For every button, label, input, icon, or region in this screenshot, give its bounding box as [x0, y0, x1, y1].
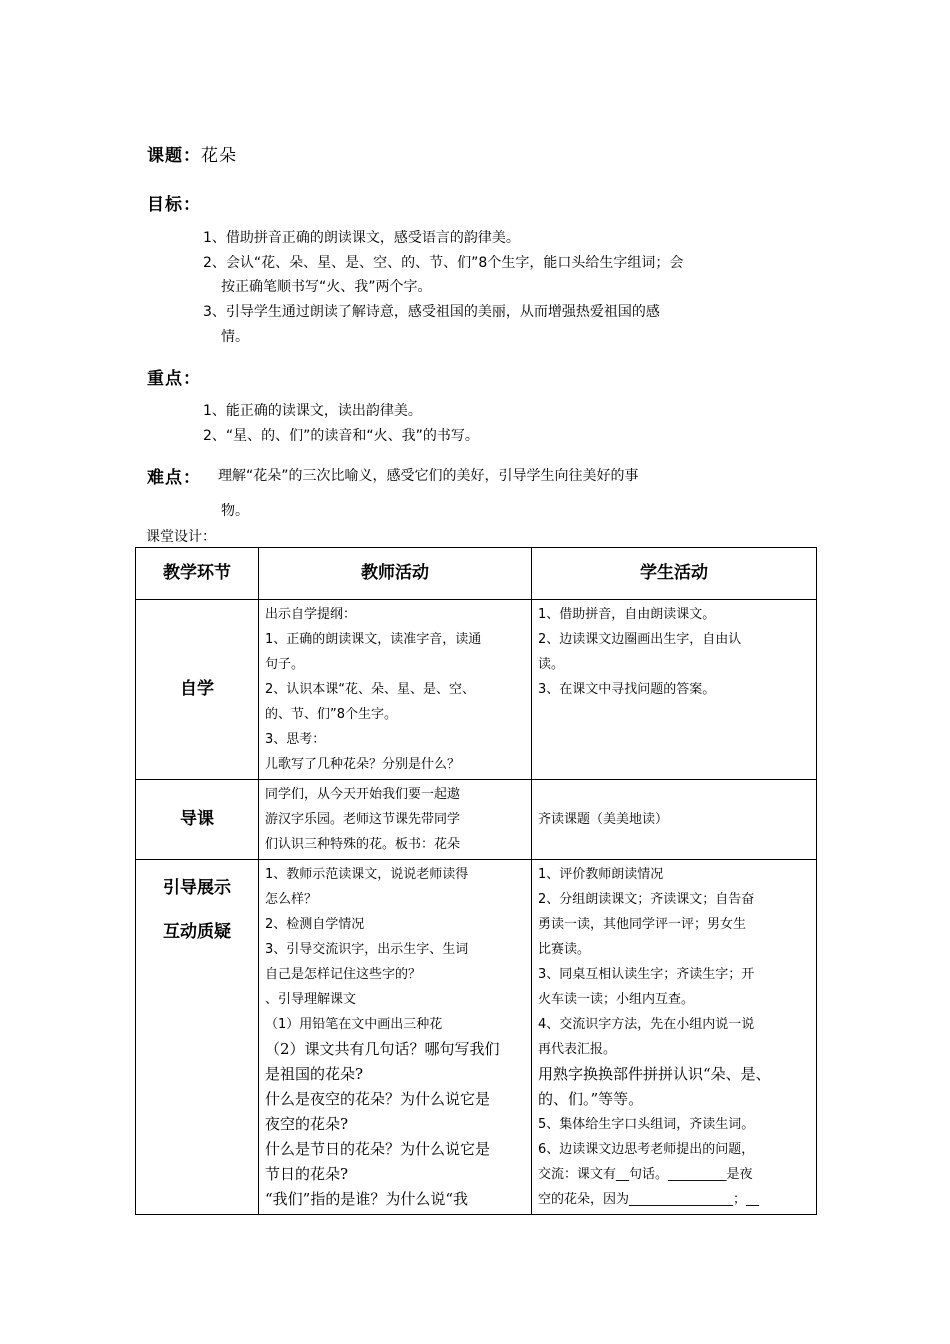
teacher-line: 游汉字乐园。老师这节课先带同学	[265, 812, 461, 827]
student-line: 5、集体给生字口头组词，齐读生词。	[538, 1117, 755, 1132]
stage-cell	[136, 860, 259, 1215]
student-cell	[532, 600, 817, 780]
student-line: 空的花朵，因为________________；__	[538, 1192, 760, 1207]
teacher-line: 什么是节日的花朵？为什么说它是	[265, 1140, 491, 1158]
student-line: 2、分组朗读课文；齐读课文；自告奋	[538, 892, 755, 907]
student-line: 6、边读课文边思考老师提出的问题，	[538, 1142, 755, 1157]
student-line: 3、在课文中寻找问题的答案。	[538, 682, 716, 697]
teacher-line: 怎么样？	[265, 892, 318, 907]
teacher-line: 夜空的花朵?	[265, 1115, 349, 1133]
student-line: 读。	[538, 657, 565, 672]
stage-label: 自学	[180, 679, 214, 699]
stage-label: 引导展示	[163, 878, 231, 898]
student-line: 1、评价教师朗读情况	[538, 867, 664, 882]
key-point-2: 2、“星、的、们”的读音和“火、我”的书写。	[203, 428, 479, 444]
teacher-line: 的、节、们”8个生字。	[265, 707, 398, 722]
teacher-line: （1）用铅笔在文中画出三种花	[265, 1017, 443, 1032]
teacher-line: 同学们，从今天开始我们要一起遨	[265, 787, 461, 802]
teacher-line: 2、检测自学情况	[265, 917, 365, 932]
stage-cell	[136, 780, 259, 860]
table-row	[136, 860, 817, 1215]
header-student: 学生活动	[532, 548, 817, 600]
teacher-line: 自己是怎样记住这些字的？	[265, 967, 422, 982]
teacher-cell	[259, 600, 532, 780]
difficulty-text: 理解“花朵”的三次比喻义，感受它们的美好，引导学生向往美好的事	[218, 468, 639, 484]
teacher-line: 2、认识本课“花、朵、星、是、空、	[265, 682, 476, 697]
difficulty-text-cont: 物。	[221, 503, 249, 519]
table-header-row	[136, 548, 817, 600]
teacher-line: （2）课文共有几句话？哪句写我们	[265, 1040, 500, 1058]
student-line: 交流：课文有__句话。_________是夜	[538, 1167, 753, 1182]
teacher-line: 们认识三种特殊的花。板书：花朵	[265, 837, 461, 852]
student-line: 火车读一读；小组内互查。	[538, 992, 695, 1007]
teacher-line: 3、引导交流识字，出示生字、生词	[265, 942, 469, 957]
teacher-line: “我们”指的是谁？为什么说“我	[265, 1190, 469, 1208]
student-line: 比赛读。	[538, 942, 591, 957]
teacher-line: 儿歌写了几种花朵？分别是什么？	[265, 757, 461, 772]
goal-item-3: 3、引导学生通过朗读了解诗意，感受祖国的美丽，从而增强热爱祖国的感	[203, 304, 660, 320]
teacher-line: 句子。	[265, 657, 305, 672]
teacher-line: 1、教师示范读课文，说说老师读得	[265, 867, 469, 882]
student-line: 再代表汇报。	[538, 1042, 617, 1057]
stage-label: 互动质疑	[163, 922, 231, 942]
title-section	[147, 141, 237, 166]
student-line: 勇读一读，其他同学评一评；男女生	[538, 917, 747, 932]
goals-heading: 目标：	[147, 195, 201, 215]
teacher-line: 是祖国的花朵?	[265, 1065, 364, 1083]
teacher-cell	[259, 860, 532, 1215]
student-line: 1、借助拼音，自由朗读课文。	[538, 607, 716, 622]
teacher-line: 3、思考：	[265, 732, 326, 747]
student-line: 齐读课题（美美地读）	[538, 812, 669, 827]
goal-item-1: 1、借助拼音正确的朗读课文，感受语言的韵律美。	[203, 230, 520, 246]
title-label: 课题：	[147, 146, 201, 166]
table-row	[136, 780, 817, 860]
student-line: 用熟字换换部件拼拼认识“朵、是、	[538, 1065, 771, 1083]
student-line: 3、同桌互相认读生字；齐读生字；开	[538, 967, 755, 982]
teacher-line: 什么是夜空的花朵？为什么说它是	[265, 1090, 491, 1108]
student-line: 4、交流识字方法，先在小组内说一说	[538, 1017, 755, 1032]
goal-item-2-cont: 按正确笔顺书写“火、我”两个字。	[221, 279, 432, 295]
header-stage: 教学环节	[136, 548, 259, 600]
teacher-line: 节日的花朵?	[265, 1165, 349, 1183]
teacher-line: 1、正确的朗读课文，读准字音，读通	[265, 632, 482, 647]
teacher-line: 、引导理解课文	[265, 992, 357, 1007]
stage-label: 导课	[180, 809, 214, 829]
header-teacher: 教师活动	[259, 548, 532, 600]
goal-item-2: 2、会认“花、朵、星、是、空、的、节、们”8个生字，能口头给生字组词；会	[203, 255, 684, 271]
stage-cell	[136, 600, 259, 780]
student-cell	[532, 780, 817, 860]
table-row	[136, 600, 817, 780]
teacher-cell	[259, 780, 532, 860]
design-label: 课堂设计：	[146, 529, 216, 545]
teacher-line: 出示自学提纲：	[265, 607, 357, 622]
title-value: 花朵	[201, 146, 237, 166]
student-line: 2、边读课文边圈画出生字，自由认	[538, 632, 742, 647]
student-cell	[532, 860, 817, 1215]
key-point-1: 1、能正确的读课文，读出韵律美。	[203, 403, 422, 419]
key-points-heading: 重点：	[147, 369, 201, 389]
lesson-design-table	[135, 547, 817, 1215]
student-line: 的、们。”等等。	[538, 1090, 644, 1108]
difficulty-heading: 难点：	[147, 468, 201, 488]
goal-item-3-cont: 情。	[221, 329, 249, 345]
